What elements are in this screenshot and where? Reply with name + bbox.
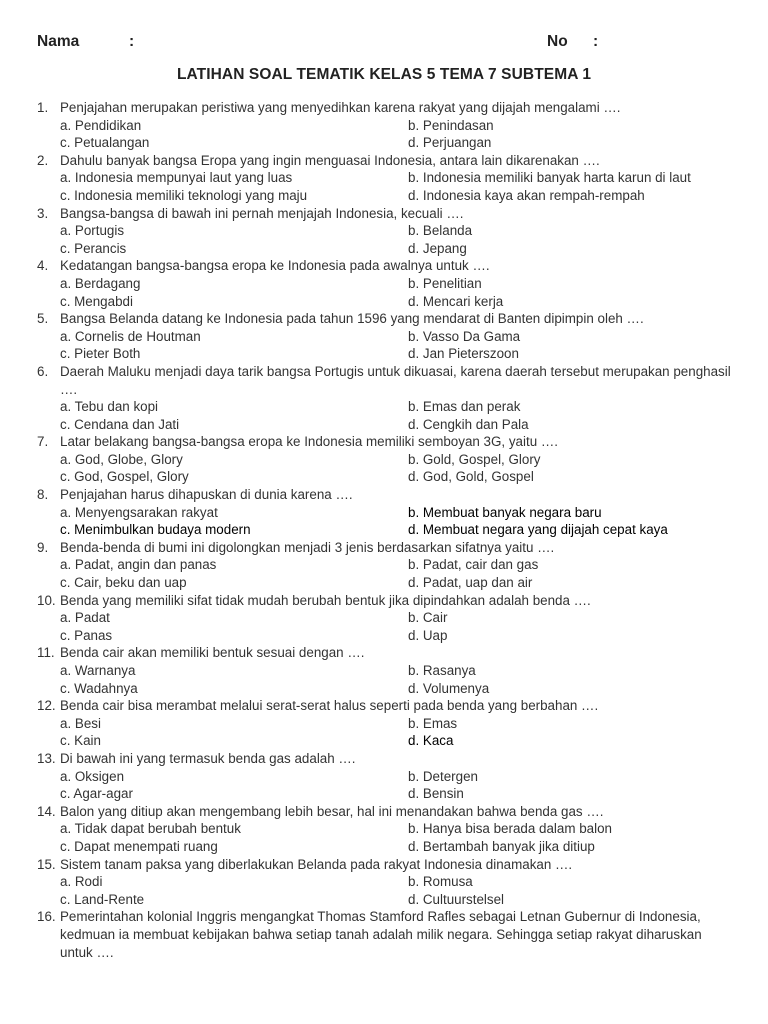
question-item <box>37 257 737 310</box>
option-d: d. Cultuurstelsel <box>408 891 505 907</box>
option-b: b. Padat, cair dan gas <box>408 557 539 573</box>
question-text: Di bawah ini yang termasuk benda gas adalah …. <box>60 750 356 766</box>
option-d: d. Volumenya <box>408 680 490 696</box>
option-row <box>37 715 737 733</box>
option-a: a. Menyengsarakan rakyat <box>60 504 218 520</box>
option-a: a. Berdagang <box>60 275 141 291</box>
question-stem <box>37 750 737 768</box>
question-stem <box>37 257 737 275</box>
question-text: Dahulu banyak bangsa Eropa yang ingin menguasai Indonesia, antara lain dikarenakan …. <box>60 152 600 168</box>
question-text: Bangsa Belanda datang ke Indonesia pada tahun 1596 yang mendarat di Banten dipimpin oleh …. <box>60 311 644 327</box>
question-item <box>37 539 737 592</box>
question-stem <box>37 539 737 557</box>
option-d: d. Bertambah banyak jika ditiup <box>408 838 595 854</box>
question-stem <box>37 99 737 117</box>
option-b: b. Vasso Da Gama <box>408 328 521 344</box>
option-c: c. Land-Rente <box>60 891 145 907</box>
option-a: a. Besi <box>60 715 101 731</box>
option-row <box>37 521 737 539</box>
question-stem <box>37 856 737 874</box>
question-text: Penjajahan merupakan peristiwa yang menyedihkan karena rakyat yang dijajah mengalami …. <box>60 100 621 115</box>
number-colon: : <box>593 33 599 50</box>
option-d: d. God, Gold, Gospel <box>408 469 534 485</box>
question-number: 15. <box>37 856 56 872</box>
option-row <box>37 398 737 416</box>
number-label: No <box>547 33 568 50</box>
option-b: b. Emas <box>408 715 458 731</box>
option-row <box>37 468 737 486</box>
option-c: c. Menimbulkan budaya modern <box>60 522 251 538</box>
option-row <box>37 328 737 346</box>
option-a: a. Pendidikan <box>60 117 142 133</box>
question-number: 8. <box>37 487 49 503</box>
option-row <box>37 732 737 750</box>
option-d: d. Mencari kerja <box>408 293 504 309</box>
question-stem <box>37 803 737 821</box>
question-stem <box>37 486 737 504</box>
name-label: Nama <box>37 33 80 50</box>
option-c: c. Dapat menempati ruang <box>60 838 218 854</box>
option-row <box>37 187 737 205</box>
question-text: Benda cair bisa merambat melalui serat-serat halus seperti pada benda yang berbahan …. <box>60 698 599 714</box>
option-a: a. Warnanya <box>60 663 136 678</box>
option-d: d. Kaca <box>408 733 454 749</box>
question-text: Benda-benda di bumi ini digolongkan menjadi 3 jenis berdasarkan sifatnya yaitu …. <box>60 539 555 555</box>
question-stem <box>37 697 737 715</box>
option-row <box>37 416 737 434</box>
option-c: c. Pieter Both <box>60 346 141 362</box>
option-row <box>37 873 737 891</box>
option-c: c. God, Gospel, Glory <box>60 469 189 485</box>
question-item <box>37 750 737 803</box>
question-stem <box>37 310 737 328</box>
question-number: 13. <box>37 750 56 766</box>
option-row <box>37 451 737 469</box>
student-info-row <box>0 33 768 53</box>
option-row <box>37 275 737 293</box>
question-item <box>37 205 737 258</box>
option-b: b. Indonesia memiliki banyak harta karun di laut <box>408 170 691 186</box>
option-row <box>37 627 737 645</box>
question-number: 12. <box>37 698 56 714</box>
question-number: 3. <box>37 205 49 221</box>
option-b: b. Penindasan <box>408 117 494 133</box>
option-d: d. Padat, uap dan air <box>408 575 533 591</box>
question-number: 14. <box>37 803 56 819</box>
option-b: b. Penelitian <box>408 275 482 291</box>
option-row <box>37 556 737 574</box>
question-stem <box>37 433 737 451</box>
option-d: d. Cengkih dan Pala <box>408 416 529 432</box>
option-c: c. Agar-agar <box>60 786 133 802</box>
option-c: c. Mengabdi <box>60 293 133 309</box>
option-row <box>37 680 737 698</box>
question-item <box>37 803 737 856</box>
question-number: 5. <box>37 311 49 327</box>
question-item <box>37 856 737 909</box>
question-text: Pemerintahan kolonial Inggris mengangkat Thomas Stamford Rafles sebagai Letnan Gubernur di Indonesia, kedmuan ia membuat kebijakan bahwa setiap tanah adalah milik negara. Sehingga setiap rakyat diharuskan untuk …. <box>60 909 702 960</box>
option-b: b. Emas dan perak <box>408 399 521 415</box>
option-row <box>37 504 737 522</box>
option-c: c. Petualangan <box>60 135 150 151</box>
question-item <box>37 363 737 433</box>
option-b: b. Detergen <box>408 768 478 784</box>
option-a: a. Padat <box>60 610 110 626</box>
option-b: b. Romusa <box>408 874 473 890</box>
option-b: b. Hanya bisa berada dalam balon <box>408 821 612 837</box>
option-d: d. Bensin <box>408 786 464 802</box>
question-item <box>37 592 737 645</box>
option-d: d. Uap <box>408 627 448 643</box>
question-text: Kedatangan bangsa-bangsa eropa ke Indonesia pada awalnya untuk …. <box>60 258 490 274</box>
question-text: Bangsa-bangsa di bawah ini pernah menjajah Indonesia, kecuali …. <box>60 205 464 221</box>
question-number: 2. <box>37 152 49 168</box>
option-d: d. Jepang <box>408 240 467 256</box>
question-stem <box>37 205 737 223</box>
option-a: a. Cornelis de Houtman <box>60 328 201 344</box>
option-row <box>37 609 737 627</box>
option-row <box>37 169 737 187</box>
option-row <box>37 838 737 856</box>
question-text: Latar belakang bangsa-bangsa eropa ke Indonesia memiliki semboyan 3G, yaitu …. <box>60 434 558 450</box>
question-number: 9. <box>37 539 49 555</box>
option-c: c. Kain <box>60 733 101 749</box>
option-row <box>37 240 737 258</box>
option-b: b. Cair <box>408 610 448 626</box>
question-stem <box>37 908 737 961</box>
question-item <box>37 697 737 750</box>
option-b: b. Belanda <box>408 223 473 239</box>
option-b: b. Gold, Gospel, Glory <box>408 451 541 467</box>
question-item <box>37 486 737 539</box>
option-c: c. Perancis <box>60 240 127 256</box>
question-stem <box>37 152 737 170</box>
option-a: a. Tidak dapat berubah bentuk <box>60 821 241 837</box>
option-c: c. Wadahnya <box>60 680 138 696</box>
question-number: 10. <box>37 592 56 608</box>
question-text: Benda cair akan memiliki bentuk sesuai dengan …. <box>60 645 365 661</box>
option-row <box>37 117 737 135</box>
option-c: c. Indonesia memiliki teknologi yang maju <box>60 187 308 203</box>
option-c: c. Panas <box>60 627 113 643</box>
question-item <box>37 433 737 486</box>
question-text: Sistem tanam paksa yang diberlakukan Belanda pada rakyat Indonesia dinamakan …. <box>60 856 573 872</box>
question-number: 6. <box>37 363 49 379</box>
option-row <box>37 662 737 680</box>
worksheet-title: LATIHAN SOAL TEMATIK KELAS 5 TEMA 7 SUBTEMA 1 <box>176 66 592 83</box>
option-row <box>37 293 737 311</box>
option-a: a. Padat, angin dan panas <box>60 557 217 573</box>
option-d: d. Jan Pieterszoon <box>408 346 519 362</box>
question-text: Benda yang memiliki sifat tidak mudah berubah bentuk jika dipindahkan adalah benda …. <box>60 592 591 608</box>
option-b: b. Rasanya <box>408 663 476 678</box>
option-row <box>37 820 737 838</box>
question-item <box>37 99 737 152</box>
option-row <box>37 785 737 803</box>
option-a: a. Tebu dan kopi <box>60 399 159 415</box>
option-a: a. Rodi <box>60 874 103 890</box>
option-row <box>37 134 737 152</box>
option-a: a. Portugis <box>60 223 125 239</box>
question-item <box>37 310 737 363</box>
question-text: Daerah Maluku menjadi daya tarik bangsa Portugis untuk dikuasai, karena daerah tersebut merupakan penghasil …. <box>60 363 731 397</box>
option-c: c. Cendana dan Jati <box>60 416 180 432</box>
name-colon: : <box>129 33 135 50</box>
question-list <box>37 99 737 961</box>
question-item <box>37 152 737 205</box>
option-row <box>37 768 737 786</box>
option-row <box>37 345 737 363</box>
question-item <box>37 644 737 697</box>
question-number: 1. <box>37 100 49 115</box>
option-row <box>37 891 737 909</box>
question-number: 7. <box>37 434 49 450</box>
question-stem <box>37 363 737 398</box>
option-a: a. Indonesia mempunyai laut yang luas <box>60 170 293 186</box>
option-row <box>37 222 737 240</box>
option-c: c. Cair, beku dan uap <box>60 575 187 591</box>
option-b: b. Membuat banyak negara baru <box>408 504 602 520</box>
question-number: 16. <box>37 909 56 925</box>
option-a: a. God, Globe, Glory <box>60 451 183 467</box>
question-number: 4. <box>37 258 49 274</box>
question-item <box>37 908 737 961</box>
option-row <box>37 574 737 592</box>
question-stem <box>37 592 737 610</box>
option-d: d. Membuat negara yang dijajah cepat kaya <box>408 522 668 538</box>
question-number: 11. <box>37 645 55 661</box>
option-a: a. Oksigen <box>60 768 125 784</box>
option-d: d. Perjuangan <box>408 135 492 151</box>
question-text: Balon yang ditiup akan mengembang lebih besar, hal ini menandakan bahwa benda gas …. <box>60 803 604 819</box>
option-d: d. Indonesia kaya akan rempah-rempah <box>408 187 645 203</box>
question-stem <box>37 644 737 662</box>
question-text: Penjajahan harus dihapuskan di dunia karena …. <box>60 487 353 503</box>
